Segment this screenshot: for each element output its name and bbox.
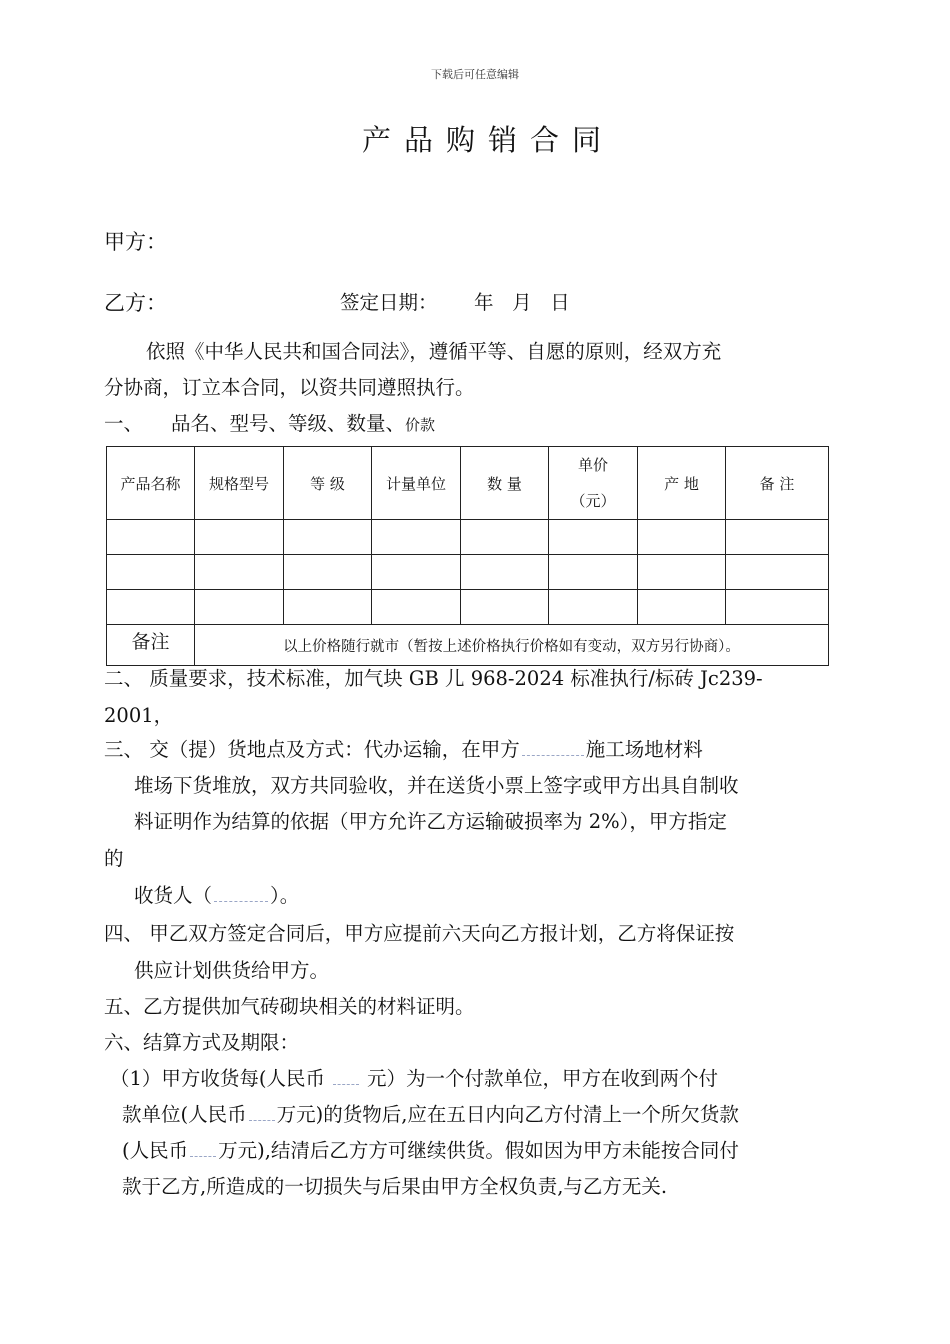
section-6-title: 六、结算方式及期限：	[104, 1031, 300, 1054]
table-cell[interactable]	[372, 590, 461, 625]
table-row	[107, 555, 829, 590]
section-3-text-b: 施工场地材料	[585, 738, 703, 761]
delivery-site-blank[interactable]	[522, 737, 584, 756]
section-5: 五、乙方提供加气砖砌块相关的材料证明。	[104, 995, 475, 1018]
table-cell[interactable]	[195, 590, 284, 625]
section-6-line-4: 款于乙方,所造成的一切损失与后果由甲方全权负责,与乙方无关.	[122, 1175, 668, 1198]
col-header-product-name: 产品名称	[107, 447, 195, 520]
table-cell[interactable]	[284, 520, 372, 555]
note-text: 以上价格随行就市（暂按上述价格执行价格如有变动，双方另行协商）。	[195, 625, 829, 666]
table-cell[interactable]	[461, 555, 549, 590]
payment-unit-text-b: 元）为一个付款单位，甲方在收到两个付	[367, 1067, 719, 1090]
table-cell[interactable]	[726, 590, 829, 625]
section-1-small-text: 价款	[405, 416, 436, 434]
table-cell[interactable]	[195, 520, 284, 555]
col-header-grade: 等 级	[284, 447, 372, 520]
consignee-label: 收货人（	[134, 884, 213, 907]
table-cell[interactable]	[284, 555, 372, 590]
table-cell[interactable]	[195, 555, 284, 590]
note-label: 备注	[107, 625, 195, 666]
party-a-label: 甲方：	[104, 230, 167, 254]
section-1-heading	[104, 410, 435, 439]
table-cell[interactable]	[726, 520, 829, 555]
payment-unit-amount-blank[interactable]	[333, 1066, 359, 1085]
intro-line-1: 依照《中华人民共和国合同法》，遵循平等、自愿的原则，经双方充	[146, 340, 722, 363]
product-table	[106, 446, 829, 666]
section-3-text-a: 三、 交（提）货地点及方式：代办运输，在甲方	[104, 738, 520, 761]
outstanding-text-a: (人民币	[122, 1139, 189, 1162]
table-cell[interactable]	[549, 590, 638, 625]
col-header-remarks: 备 注	[726, 447, 829, 520]
unit-price-label: 单价	[577, 456, 608, 474]
section-1-number: 一、	[104, 412, 144, 435]
outstanding-text-b: 万元),结清后乙方方可继续供货。假如因为甲方未能按合同付	[218, 1139, 739, 1162]
table-cell[interactable]	[284, 590, 372, 625]
section-2-line-1: 二、 质量要求，技术标准，加气块 GB 儿 968-2024 标准执行/标砖 Jc239-	[104, 667, 763, 690]
table-header-row	[107, 447, 829, 520]
col-header-spec-model: 规格型号	[195, 447, 284, 520]
table-row	[107, 590, 829, 625]
section-2-line-2: 2001，	[104, 704, 174, 727]
intro-line-2: 分协商，订立本合同，以资共同遵照执行。	[104, 376, 475, 399]
section-4-line-2: 供应计划供货给甲方。	[134, 959, 330, 982]
party-b-label: 乙方：	[104, 291, 167, 315]
section-6-line-2	[122, 1101, 739, 1129]
section-4-line-1: 四、 甲乙双方签定合同后，甲方应提前六天向乙方报计划，乙方将保证按	[104, 922, 735, 945]
payment-two-units-text-b: 万元)的货物后,应在五日内向乙方付清上一个所欠货款	[276, 1103, 739, 1126]
table-cell[interactable]	[638, 590, 726, 625]
table-cell[interactable]	[372, 555, 461, 590]
col-header-unit: 计量单位	[372, 447, 461, 520]
table-cell[interactable]	[549, 520, 638, 555]
two-units-amount-blank[interactable]	[249, 1102, 275, 1121]
section-3-line-3: 料证明作为结算的依据（甲方允许乙方运输破损率为 2%），甲方指定	[134, 810, 727, 833]
table-cell[interactable]	[638, 555, 726, 590]
table-cell[interactable]	[372, 520, 461, 555]
table-cell[interactable]	[461, 590, 549, 625]
consignee-close: ）。	[270, 884, 300, 907]
payment-two-units-text-a: 款单位(人民币	[122, 1103, 247, 1126]
table-cell[interactable]	[726, 555, 829, 590]
table-cell[interactable]	[549, 555, 638, 590]
table-cell[interactable]	[107, 520, 195, 555]
col-header-quantity: 数 量	[461, 447, 549, 520]
col-header-unit-price	[549, 447, 638, 520]
table-note-row	[107, 625, 829, 666]
section-3-line-1	[104, 736, 703, 764]
sign-date-units: 年 月 日	[474, 291, 570, 314]
section-3-line-5	[134, 882, 299, 910]
header-note: 下载后可任意编辑	[431, 68, 519, 81]
section-3-line-2: 堆场下货堆放，双方共同验收，并在送货小票上签字或甲方出具自制收	[134, 774, 739, 797]
sign-date-label: 签定日期：	[340, 291, 438, 314]
section-6-line-1	[110, 1065, 718, 1093]
consignee-blank[interactable]	[214, 883, 268, 902]
col-header-origin: 产 地	[638, 447, 726, 520]
section-1-text: 品名、型号、等级、数量、	[171, 412, 406, 435]
outstanding-amount-blank[interactable]	[190, 1138, 216, 1157]
document-title: 产品购销合同	[361, 123, 614, 157]
table-cell[interactable]	[638, 520, 726, 555]
unit-price-currency: （元）	[570, 492, 616, 510]
table-cell[interactable]	[107, 555, 195, 590]
table-row	[107, 520, 829, 555]
section-6-line-3	[122, 1137, 739, 1165]
section-3-line-4: 的	[104, 847, 124, 870]
table-cell[interactable]	[107, 590, 195, 625]
payment-unit-text-a: （1）甲方收货每(人民币	[110, 1067, 326, 1090]
table-cell[interactable]	[461, 520, 549, 555]
